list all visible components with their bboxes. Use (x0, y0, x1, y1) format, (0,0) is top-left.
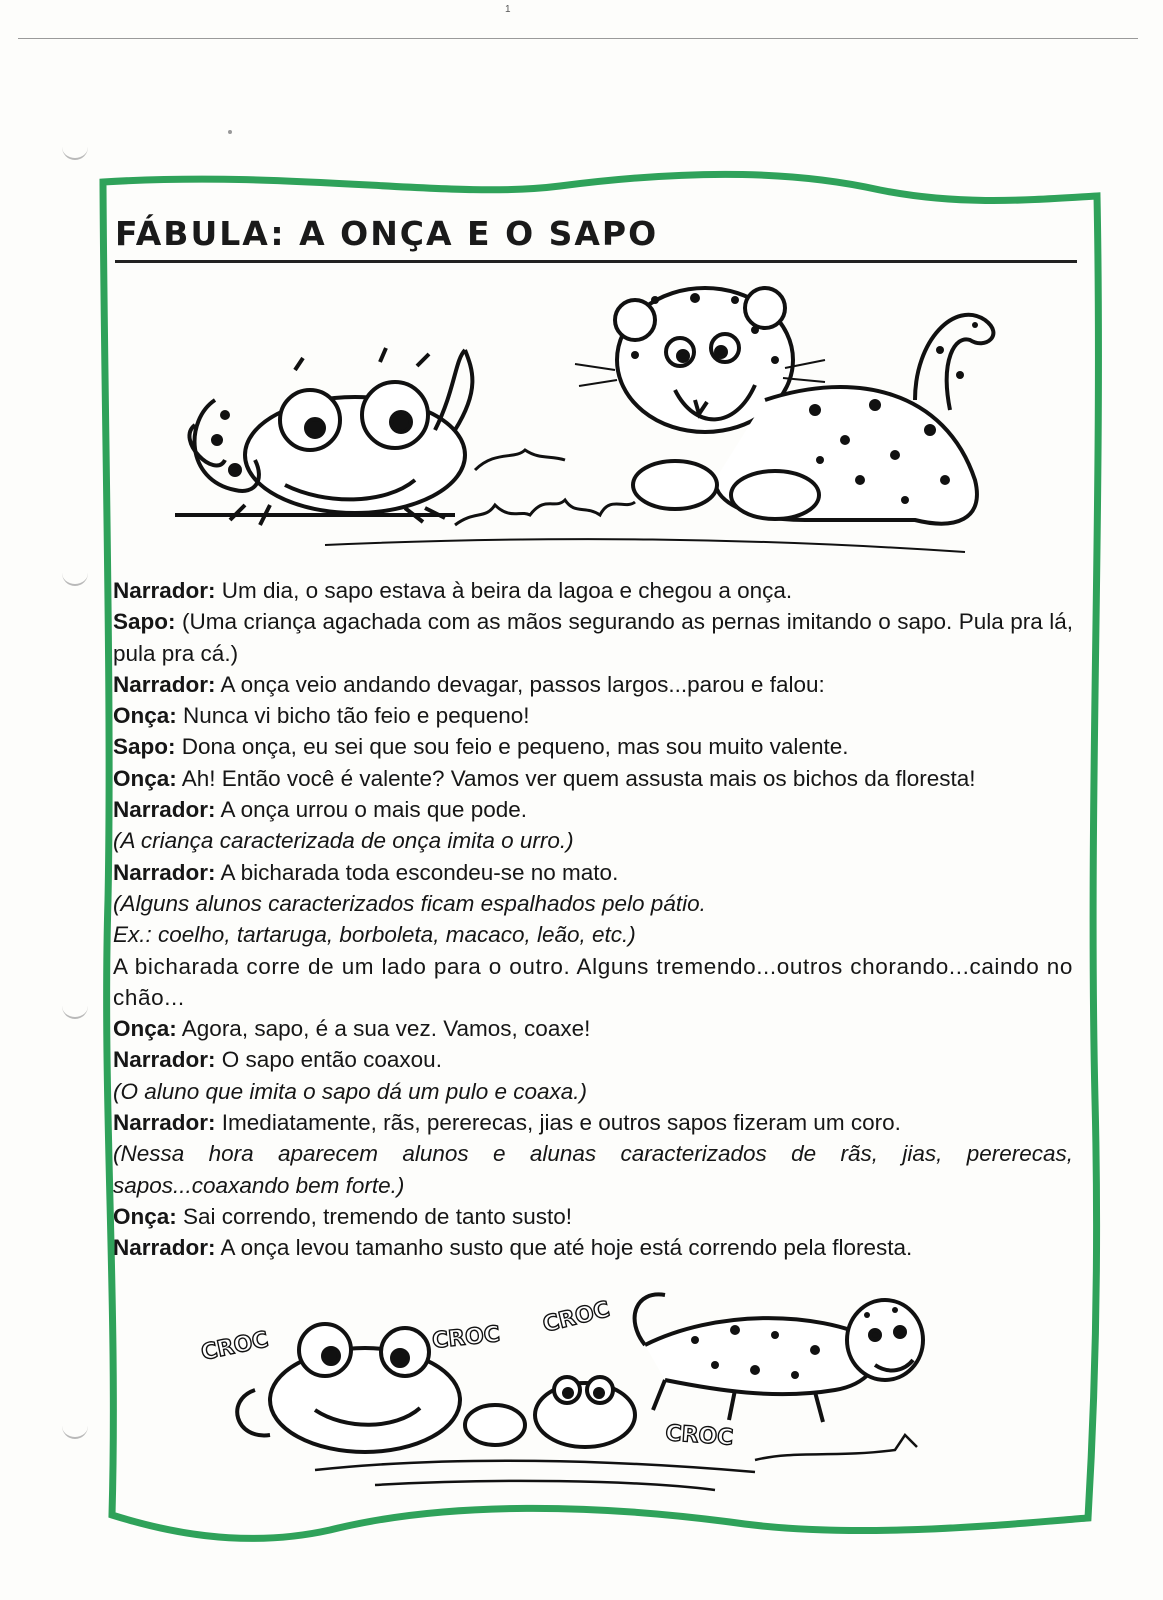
croc-sound: CROC (199, 1327, 271, 1366)
speaker-label: Narrador: (113, 671, 216, 697)
line-text: (Uma criança agachada com as mãos segurando as pernas imitando o sapo. Pula pra lá, pula pra cá.) (113, 609, 1073, 666)
script-line (113, 1232, 1073, 1263)
stage-direction: Ex.: coelho, tartaruga, borboleta, macaco, leão, etc.) (113, 922, 636, 948)
line-text: Agora, sapo, é a sua vez. Vamos, coaxe! (181, 1016, 591, 1042)
script-line (113, 700, 1073, 731)
script-line (113, 575, 1073, 606)
script-line (113, 731, 1073, 762)
frog-icon (175, 348, 472, 525)
speaker-label: Narrador: (113, 1047, 216, 1073)
line-text: A onça veio andando devagar, passos largos...parou e falou: (220, 671, 825, 697)
speaker-label: Sapo: (113, 734, 176, 760)
stage-direction: (Nessa hora aparecem alunos e alunas caracterizados de rãs, jias, pererecas, sapos...coaxando bem forte.) (113, 1141, 1073, 1198)
speaker-label: Narrador: (113, 1110, 216, 1136)
speaker-label: Narrador: (113, 797, 216, 823)
line-text: O sapo então coaxou. (221, 1047, 442, 1073)
line-text: A onça urrou o mais que pode. (220, 797, 527, 823)
script-line (113, 763, 1073, 794)
speaker-label: Onça: (113, 1203, 177, 1229)
speaker-label: Onça: (113, 703, 177, 729)
frog-and-jaguar-illustration (155, 280, 1015, 570)
line-text: Um dia, o sapo estava à beira da lagoa e chegou a onça. (221, 578, 793, 603)
stage-direction: (O aluno que imita o sapo dá um pulo e coaxa.) (113, 1078, 588, 1104)
croc-sound: CROC (664, 1421, 735, 1451)
script-line (113, 606, 1073, 669)
line-text: Sai correndo, tremendo de tanto susto! (183, 1203, 573, 1229)
line-text: Ah! Então você é valente? Vamos ver quem assusta mais os bichos da floresta! (181, 765, 976, 791)
script-line (113, 669, 1073, 700)
narration-paragraph: A bicharada corre de um lado para o outro. Alguns tremendo...outros chorando...caindo no chão... (113, 953, 1073, 1010)
script-line (113, 857, 1073, 888)
line-text: Nunca vi bicho tão feio e pequeno! (183, 703, 530, 729)
croc-sound: CROC (431, 1322, 502, 1354)
speaker-label: Sapo: (113, 609, 176, 635)
speaker-label: Onça: (113, 765, 177, 791)
line-text: Imediatamente, rãs, pererecas, jias e outros sapos fizeram um coro. (221, 1110, 901, 1136)
speaker-label: Narrador: (113, 1235, 216, 1261)
script-line (113, 1201, 1073, 1232)
jaguar-icon (575, 288, 993, 524)
line-text: Dona onça, eu sei que sou feio e pequeno, mas sou muito valente. (181, 734, 849, 760)
croc-sound: CROC (540, 1297, 613, 1338)
line-text: A onça levou tamanho susto que até hoje está correndo pela floresta. (220, 1235, 913, 1261)
speaker-label: Onça: (113, 1016, 177, 1042)
page-mark: 1 (505, 4, 511, 15)
stage-direction: (A criança caracterizada de onça imita o urro.) (113, 828, 574, 854)
title-underline (115, 260, 1077, 263)
stage-direction: (Alguns alunos caracterizados ficam espalhados pelo pátio. (113, 890, 706, 916)
croaking-frogs-illustration (195, 1290, 975, 1500)
script-line (113, 794, 1073, 825)
page-title: FÁBULA: A ONÇA E O SAPO (115, 214, 659, 253)
script-line (113, 1044, 1073, 1075)
speaker-label: Narrador: (113, 578, 216, 603)
script-line (113, 1013, 1073, 1044)
line-text: A bicharada toda escondeu-se no mato. (220, 859, 619, 885)
script-line (113, 1107, 1073, 1138)
speaker-label: Narrador: (113, 859, 216, 885)
fable-script (113, 575, 1073, 1264)
running-jaguar-icon (635, 1294, 923, 1422)
